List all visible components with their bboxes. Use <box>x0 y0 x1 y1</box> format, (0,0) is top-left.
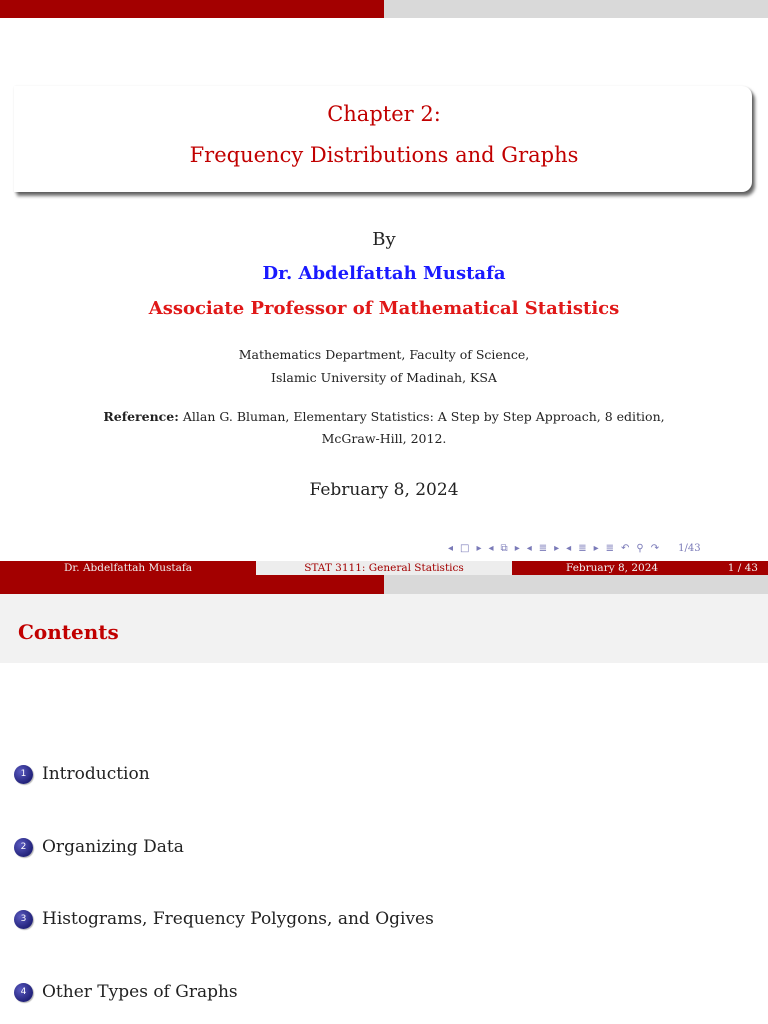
institution-line-2: Islamic University of Madinah, KSA <box>271 370 497 385</box>
toc-item-label: Other Types of Graphs <box>42 982 238 1002</box>
reference-text: Allan G. Bluman, Elementary Statistics: A Step by Step Approach, 8 edition, <box>182 409 665 424</box>
nav-next-doc-icon[interactable]: ▸ <box>593 542 599 554</box>
toc-number-bullet: 2 <box>14 838 33 857</box>
reference-line-2: McGraw-Hill, 2012. <box>321 431 447 446</box>
toc-item-histograms[interactable] <box>14 907 434 931</box>
nav-page-number: 1/43 <box>678 542 701 554</box>
nav-section-icon[interactable]: ≣ <box>538 542 548 554</box>
nav-prev-section-icon[interactable]: ◂ <box>526 542 532 554</box>
toc-item-label: Organizing Data <box>42 837 184 857</box>
toc-number-bullet: 3 <box>14 910 33 929</box>
toc-number-bullet: 1 <box>14 765 33 784</box>
beamer-navigation <box>448 540 768 556</box>
nav-back-icon[interactable]: ↶ <box>621 542 630 554</box>
nav-subsection-icon[interactable]: ⧉ <box>500 542 508 554</box>
footer-author: Dr. Abdelfattah Mustafa <box>0 561 256 575</box>
nav-forward-icon[interactable]: ↷ <box>650 542 660 554</box>
author-name: Dr. Abdelfattah Mustafa <box>262 263 506 284</box>
top-bar-left <box>0 0 384 18</box>
chapter-title: Chapter 2: <box>327 102 441 126</box>
presentation-date: February 8, 2024 <box>309 480 459 500</box>
nav-next-frame-icon[interactable]: ▸ <box>476 542 482 554</box>
nav-frame-icon[interactable]: □ <box>460 542 470 554</box>
reference-label: Reference: <box>103 409 179 424</box>
nav-toc-icon[interactable]: ≣ <box>605 542 615 554</box>
slide2-top-bar-right <box>384 575 768 594</box>
footer-page: 1 / 43 <box>727 562 758 574</box>
footer-date-page <box>512 561 768 575</box>
nav-prev-subsection-icon[interactable]: ◂ <box>488 542 494 554</box>
nav-doc-icon[interactable]: ≣ <box>578 542 587 554</box>
by-label: By <box>372 229 396 250</box>
slide2-top-bar-left <box>0 575 384 594</box>
contents-title: Contents <box>18 620 119 644</box>
toc-item-introduction[interactable] <box>14 762 150 786</box>
footer-bar <box>0 561 768 575</box>
toc-item-other-graphs[interactable] <box>14 980 238 1004</box>
nav-search-icon[interactable]: ⚲ <box>636 542 644 554</box>
toc-item-label: Introduction <box>42 764 150 784</box>
top-bar-right <box>384 0 768 18</box>
reference-line-1 <box>0 409 768 424</box>
footer-course: STAT 3111: General Statistics <box>256 561 512 575</box>
chapter-subtitle: Frequency Distributions and Graphs <box>189 143 579 167</box>
nav-next-section-icon[interactable]: ▸ <box>554 542 560 554</box>
nav-next-subsection-icon[interactable]: ▸ <box>514 542 520 554</box>
toc-item-organizing-data[interactable] <box>14 835 184 859</box>
author-position: Associate Professor of Mathematical Statistics <box>148 298 620 319</box>
nav-prev-frame-icon[interactable]: ◂ <box>448 542 454 554</box>
institution-line-1: Mathematics Department, Faculty of Science, <box>238 347 530 362</box>
toc-number-bullet: 4 <box>14 983 33 1002</box>
nav-prev-doc-icon[interactable]: ◂ <box>566 542 572 554</box>
toc-item-label: Histograms, Frequency Polygons, and Ogives <box>42 909 434 929</box>
footer-date: February 8, 2024 <box>566 562 659 574</box>
